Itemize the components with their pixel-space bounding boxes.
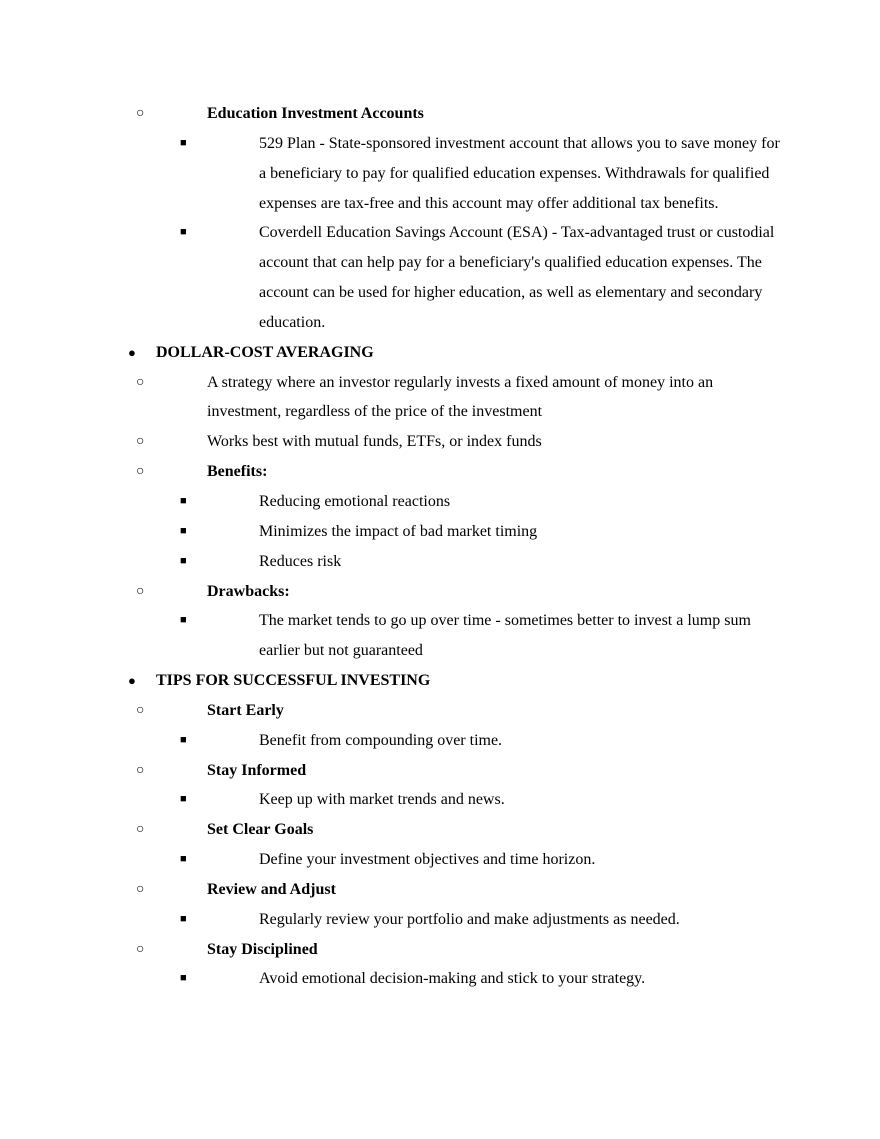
bullet-list <box>0 99 880 994</box>
list-item <box>180 905 780 935</box>
filled-circle-bullet-icon: ● <box>128 344 136 360</box>
list-item <box>136 577 780 667</box>
section-heading-text: DOLLAR-COST AVERAGING <box>156 343 374 361</box>
list-item-text: Benefit from compounding over time. <box>259 731 503 749</box>
list-item <box>136 696 780 756</box>
hollow-circle-bullet-icon: ○ <box>136 374 145 390</box>
list-item <box>136 875 780 935</box>
document-page <box>0 99 880 994</box>
list-item-text: A strategy where an investor regularly invests a fixed amount of money into an investment, regardless of the price of the investment <box>207 373 714 421</box>
list-item-text: Start Early <box>207 701 284 719</box>
hollow-circle-bullet-icon: ○ <box>136 702 145 718</box>
square-bullet-icon: ■ <box>180 136 187 149</box>
list-item-text: Define your investment objectives and time horizon. <box>259 851 596 869</box>
square-bullet-icon: ■ <box>180 494 187 507</box>
hollow-circle-bullet-icon: ○ <box>136 434 145 450</box>
list-item-text: Works best with mutual funds, ETFs, or index funds <box>207 433 542 451</box>
list-item-text: Reduces risk <box>259 552 342 570</box>
list-item <box>136 427 780 457</box>
list-item <box>136 935 780 995</box>
list-item <box>180 726 780 756</box>
list-item <box>180 547 780 577</box>
filled-circle-bullet-icon: ● <box>128 673 136 689</box>
hollow-circle-bullet-icon: ○ <box>136 941 145 957</box>
list-item <box>180 964 780 994</box>
list-item <box>136 815 780 875</box>
list-item-text: 529 Plan - State-sponsored investment account that allows you to save money for a beneficiary to pay for qualified education expenses. Withdrawals for qualified expenses are tax-free and this account may offer additional tax benefits. <box>259 134 780 212</box>
hollow-circle-bullet-icon: ○ <box>136 583 145 599</box>
sub-sub-list <box>180 905 780 935</box>
list-item-text: Review and Adjust <box>207 880 336 898</box>
sub-sub-list <box>180 487 780 577</box>
list-item-text: Education Investment Accounts <box>207 105 424 122</box>
list-item-text: Coverdell Education Savings Account (ESA) - Tax-advantaged trust or custodial account that can help pay for a beneficiary's qualified education expenses. The account can be used for higher education, as well as elementary and secondary education. <box>259 224 775 331</box>
square-bullet-icon: ■ <box>180 733 187 746</box>
hollow-circle-bullet-icon: ○ <box>136 881 145 897</box>
sub-list <box>136 696 780 994</box>
list-item-text: Minimizes the impact of bad market timing <box>259 522 538 540</box>
list-item-text: Drawbacks: <box>207 582 290 600</box>
list-item-text: The market tends to go up over time - sometimes better to invest a lump sum earlier but not guaranteed <box>259 612 751 660</box>
list-item-text: Reducing emotional reactions <box>259 492 451 510</box>
list-item <box>180 129 780 219</box>
square-bullet-icon: ■ <box>180 793 187 806</box>
hollow-circle-bullet-icon: ○ <box>136 464 145 480</box>
section-heading <box>0 666 780 994</box>
list-item-text: Avoid emotional decision-making and stick to your strategy. <box>259 970 646 988</box>
section-continuation <box>0 99 780 338</box>
list-item-text: Keep up with market trends and news. <box>259 791 505 809</box>
square-bullet-icon: ■ <box>180 972 187 985</box>
list-item <box>136 457 780 576</box>
list-item <box>136 99 780 338</box>
square-bullet-icon: ■ <box>180 853 187 866</box>
list-item-text: Regularly review your portfolio and make adjustments as needed. <box>259 910 680 928</box>
list-item <box>180 606 780 666</box>
list-item-text: Benefits: <box>207 463 268 481</box>
square-bullet-icon: ■ <box>180 554 187 567</box>
hollow-circle-bullet-icon: ○ <box>136 106 145 121</box>
sub-sub-list <box>180 785 780 815</box>
list-item <box>180 487 780 517</box>
sub-list <box>136 99 780 338</box>
section-heading-text: TIPS FOR SUCCESSFUL INVESTING <box>156 672 431 690</box>
square-bullet-icon: ■ <box>180 614 187 627</box>
sub-list <box>136 368 780 666</box>
sub-sub-list <box>180 726 780 756</box>
hollow-circle-bullet-icon: ○ <box>136 762 145 778</box>
square-bullet-icon: ■ <box>180 524 187 537</box>
list-item-text: Stay Informed <box>207 761 307 779</box>
list-item <box>180 517 780 547</box>
sub-sub-list <box>180 606 780 666</box>
list-item <box>180 785 780 815</box>
list-item-text: Set Clear Goals <box>207 821 314 839</box>
sub-sub-list <box>180 845 780 875</box>
sub-sub-list <box>180 964 780 994</box>
list-item <box>180 218 780 337</box>
sub-sub-list <box>180 129 780 338</box>
list-item <box>136 368 780 428</box>
list-item <box>180 845 780 875</box>
list-item-text: Stay Disciplined <box>207 940 318 958</box>
hollow-circle-bullet-icon: ○ <box>136 822 145 838</box>
section-heading <box>0 338 780 666</box>
square-bullet-icon: ■ <box>180 912 187 925</box>
square-bullet-icon: ■ <box>180 226 187 239</box>
list-item <box>136 756 780 816</box>
